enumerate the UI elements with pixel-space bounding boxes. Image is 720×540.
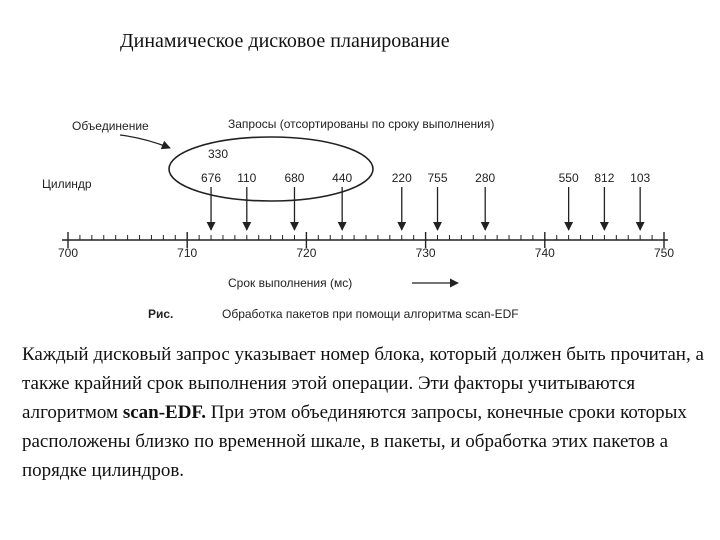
tick-label: 750 xyxy=(653,246,675,260)
description-text-start: Каждый дисковый запрос указывает номер блока, который должен быть прочитан, а также крайний срок выполнения этой операции. Эти факторы учитываются алгоритмом xyxy=(22,344,704,423)
request-cylinder-label: 110 xyxy=(237,171,257,185)
tick-label: 710 xyxy=(177,246,198,260)
requests-label: Запросы (отсортированы по сроку выполнения) xyxy=(228,117,495,131)
request-cylinder-label: 550 xyxy=(558,171,579,185)
tick-label: 700 xyxy=(57,246,79,260)
figure-label: Рис. xyxy=(148,307,174,321)
tick-label: 720 xyxy=(296,246,317,260)
merge-arrow xyxy=(120,135,170,148)
algorithm-name: scan-EDF. xyxy=(122,402,207,423)
description-paragraph xyxy=(22,340,712,485)
cylinder-label: Цилиндр xyxy=(42,177,92,191)
tick-label: 730 xyxy=(415,246,436,260)
request-cylinder-label: 103 xyxy=(630,171,651,185)
request-cylinder-label: 812 xyxy=(594,171,615,185)
request-cylinder-label: 280 xyxy=(475,171,496,185)
request-cylinder-label: 440 xyxy=(332,171,353,185)
request-cylinder-label: 220 xyxy=(391,171,412,185)
description-text-end: При этом объединяются запросы, конечные сроки которых расположены близко по временной шкале, в пакеты, и обработка этих пакетов а порядке цилиндров. xyxy=(22,402,687,481)
tick-label: 740 xyxy=(534,246,555,260)
axis-ticks xyxy=(58,232,674,260)
page-title: Динамическое дисковое планирование xyxy=(120,30,450,52)
figure-caption: Обработка пакетов при помощи алгоритма scan-EDF xyxy=(222,307,519,321)
merge-label: Объединение xyxy=(72,119,149,133)
axis-label: Срок выполнения (мс) xyxy=(228,276,353,290)
request-cylinder-label: 676 xyxy=(201,171,222,185)
extra-request-label: 330 xyxy=(207,147,229,161)
request-cylinder-label: 755 xyxy=(427,171,448,185)
request-cylinder-label: 680 xyxy=(284,171,305,185)
